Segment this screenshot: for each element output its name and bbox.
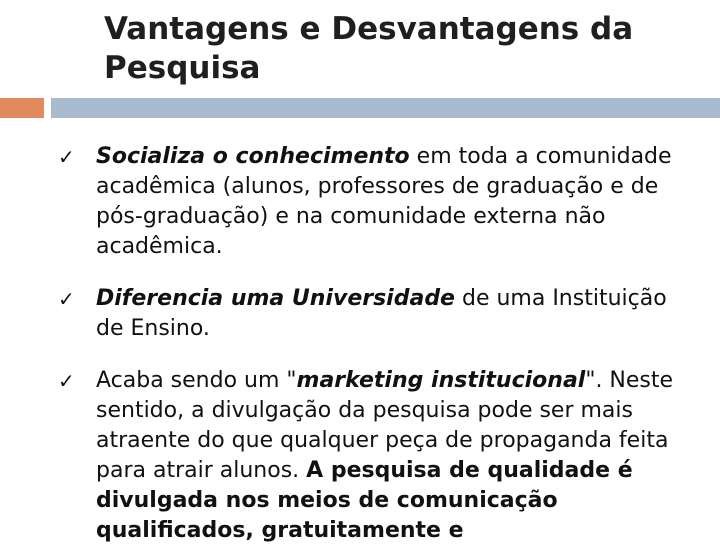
bullet-emphasis: Socializa o conhecimento <box>96 144 410 169</box>
bullet-item-marketing <box>58 366 698 546</box>
bullet-item-socializa <box>58 142 698 262</box>
bullet-emphasis: marketing institucional <box>296 368 586 393</box>
divider-band <box>51 98 720 118</box>
bullet-text: em toda a comunidade acadêmica (alunos, professores de graduação e de pós-graduação) e na comunidade externa não acadêmica. <box>96 144 672 259</box>
bullet-item-diferencia <box>58 284 698 344</box>
checkmark-icon: ✓ <box>58 287 75 311</box>
bullet-text: ". Neste sentido, a divulgação da pesquisa pode ser mais atraente do que qualquer peça de propaganda feita para atrair alunos. <box>96 368 674 483</box>
title-divider <box>0 98 720 118</box>
divider-accent-block <box>0 98 44 118</box>
bullet-lead: Acaba sendo um " <box>96 368 297 393</box>
bullet-emphasis: Diferencia uma Universidade <box>96 286 455 311</box>
checkmark-icon: ✓ <box>58 145 75 169</box>
bullet-strong-text: A pesquisa de qualidade é divulgada nos meios de comunicação qualificados, gratuitamente e <box>96 458 633 543</box>
checkmark-icon: ✓ <box>58 369 75 393</box>
slide-title <box>104 10 664 88</box>
title-line-2: Pesquisa <box>104 50 261 86</box>
bullet-text: de uma Instituição de Ensino. <box>96 286 667 341</box>
bullet-list <box>58 142 698 546</box>
title-line-1: Vantagens e Desvantagens da <box>104 11 634 47</box>
